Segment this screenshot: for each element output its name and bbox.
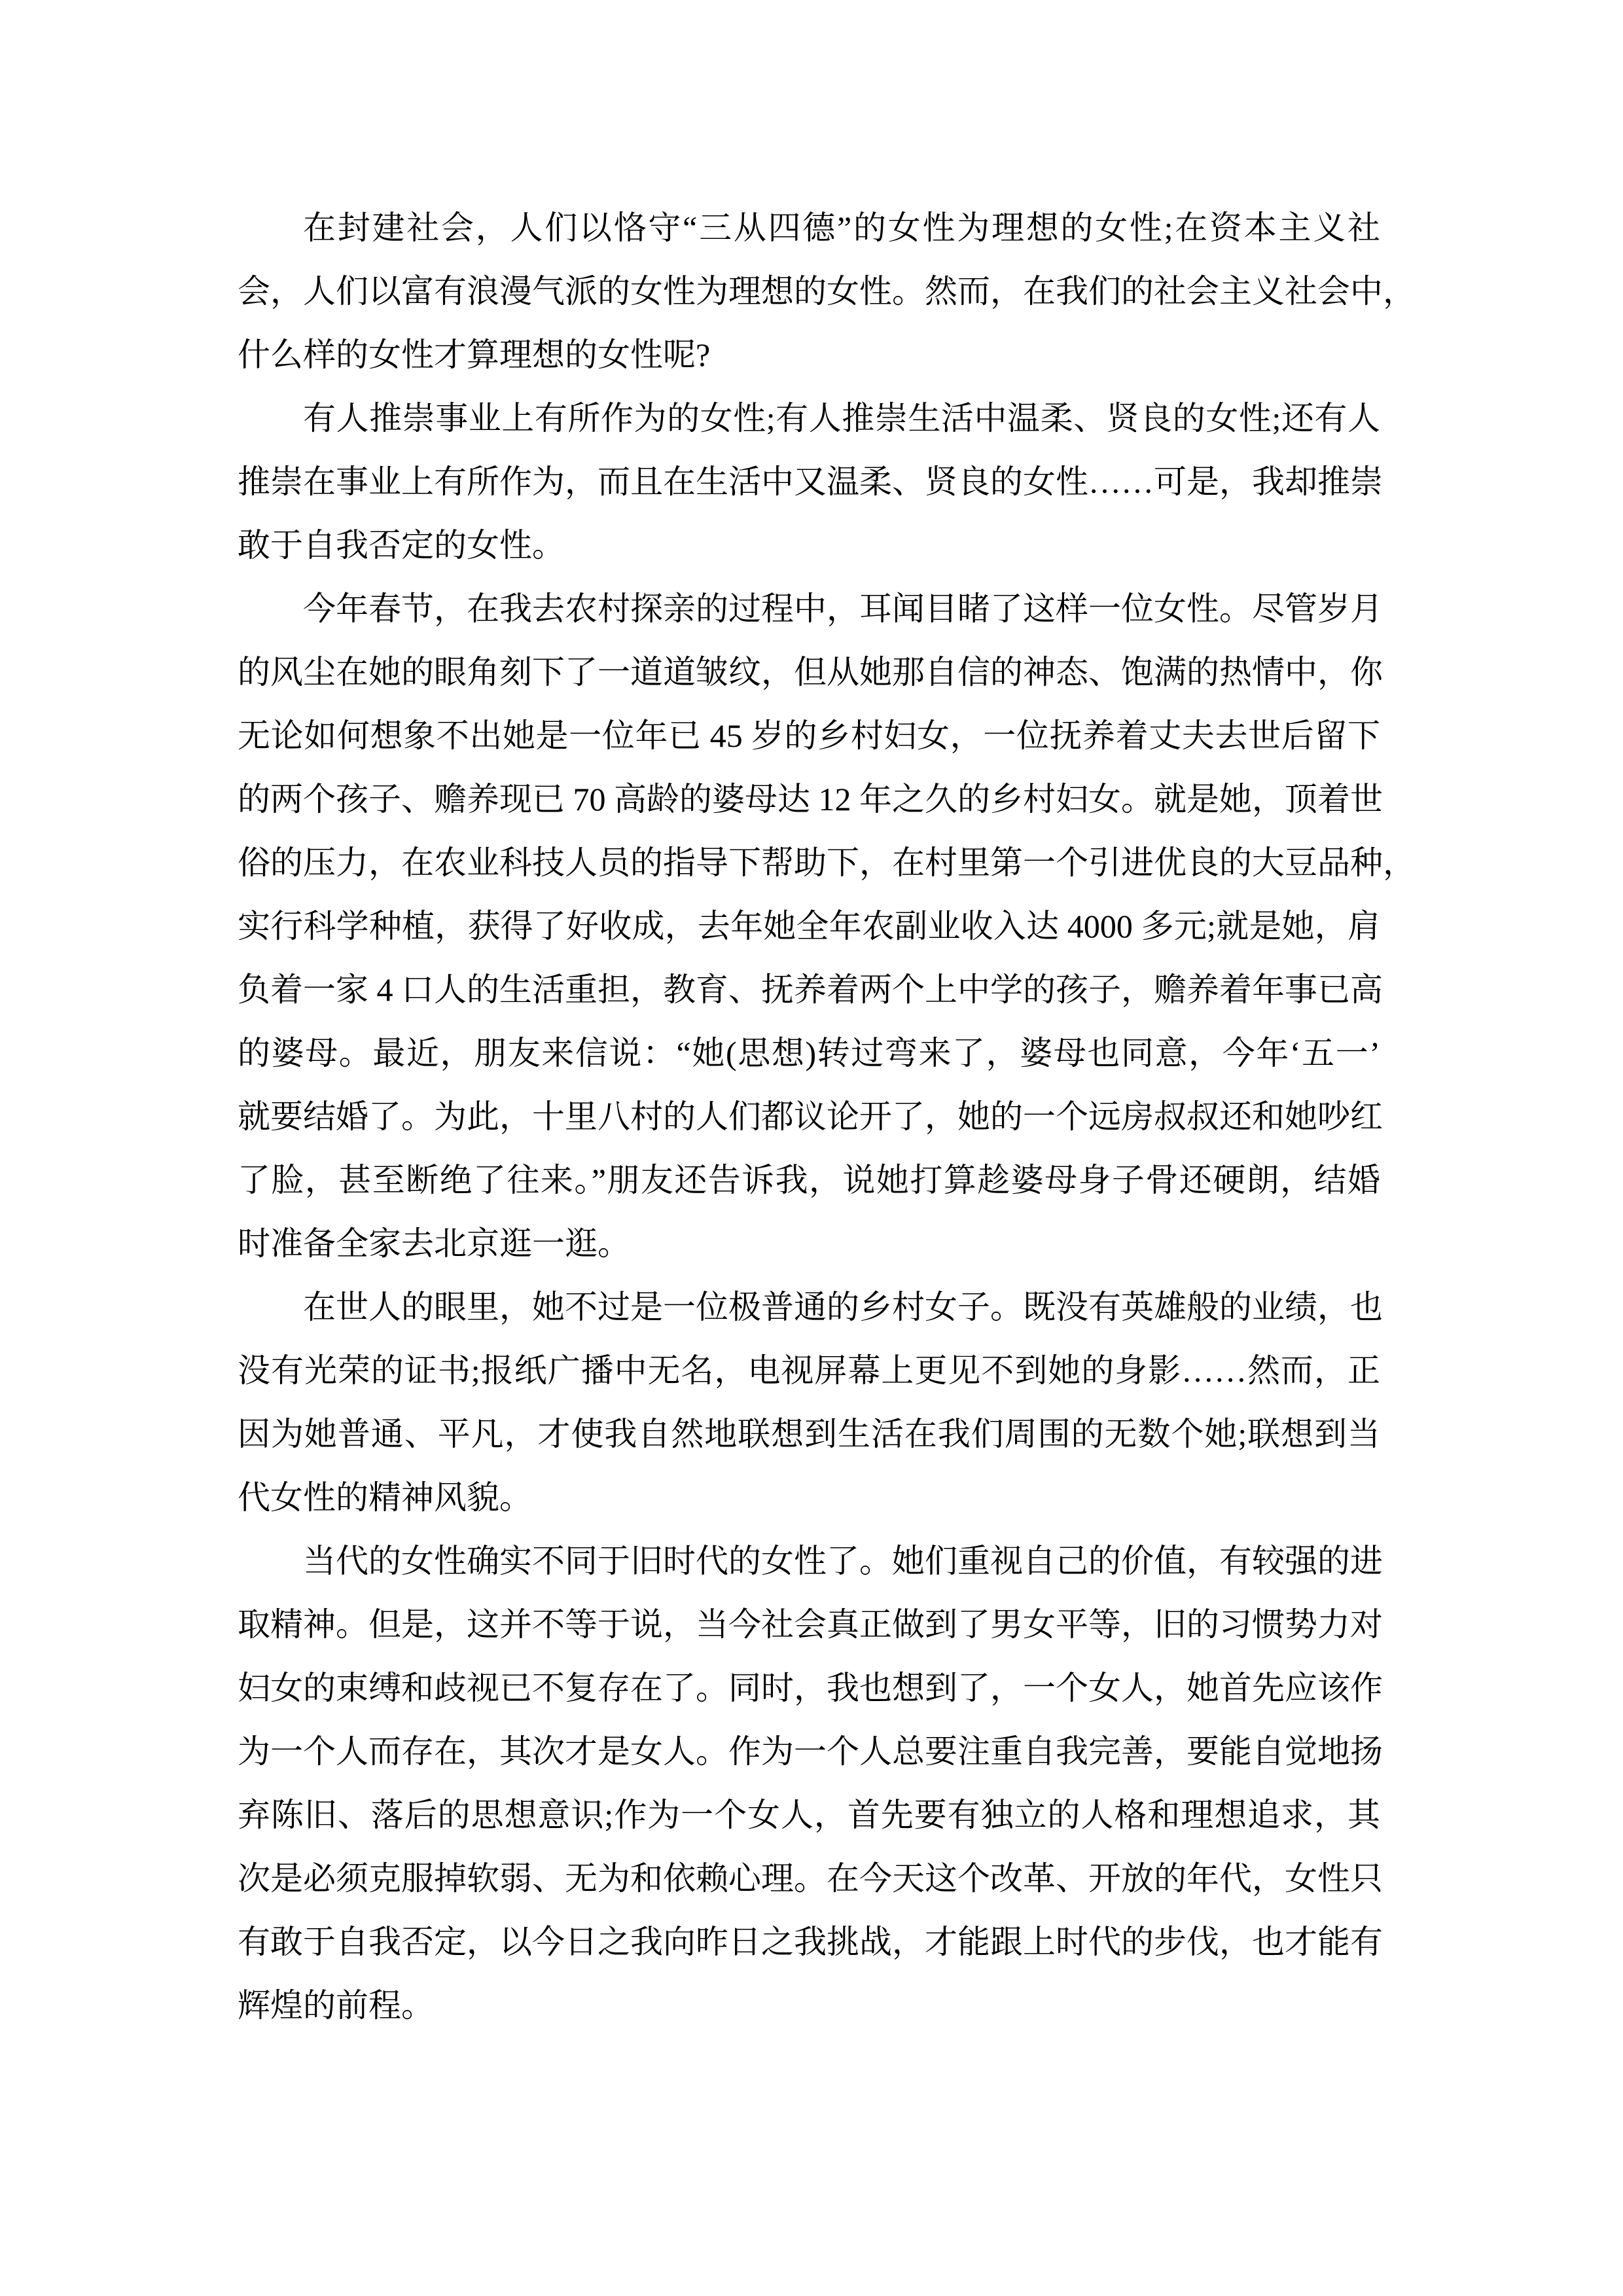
text-line: 的婆母。最近，朋友来信说：“她(思想)转过弯来了，婆母也同意，今年‘五一’ [238, 1035, 1380, 1071]
text-line: 有敢于自我否定，以今日之我向昨日之我挑战，才能跟上时代的步伐，也才能有 [238, 1924, 1383, 1960]
text-line: 次是必须克服掉软弱、无为和依赖心理。在今天这个改革、开放的年代，女性只 [238, 1860, 1383, 1897]
document-body [238, 196, 1416, 2037]
text-line: 无论如何想象不出她是一位年已 45 岁的乡村妇女，一位抚养着丈夫去世后留下 [238, 717, 1380, 754]
paragraph [238, 577, 1416, 1276]
text-line: 因为她普通、平凡，才使我自然地联想到生活在我们周围的无数个她;联想到当 [238, 1416, 1380, 1452]
paragraph [238, 1530, 1383, 2037]
text-line: 没有光荣的证书;报纸广播中无名，电视屏幕上更见不到她的身影……然而，正 [238, 1352, 1380, 1389]
text-line: 会，人们以富有浪漫气派的女性为理想的女性。然而，在我们的社会主义社会中， [238, 273, 1416, 310]
text-line: 了脸，甚至断绝了往来。”朋友还告诉我，说她打算趁婆母身子骨还硬朗，结婚 [238, 1162, 1380, 1198]
paragraph [238, 1276, 1383, 1530]
text-line: 今年春节，在我去农村探亲的过程中，耳闻目睹了这样一位女性。尽管岁月 [303, 590, 1383, 627]
text-line: 什么样的女性才算理想的女性呢? [238, 336, 711, 373]
text-line: 为一个人而存在，其次才是女人。作为一个人总要注重自我完善，要能自觉地扬 [238, 1733, 1383, 1770]
text-line: 取精神。但是，这并不等于说，当今社会真正做到了男女平等，旧的习惯势力对 [238, 1606, 1383, 1643]
paragraph [238, 196, 1416, 387]
text-line: 的两个孩子、赡养现已 70 高龄的婆母达 12 年之久的乡村妇女。就是她，顶着世 [238, 781, 1383, 817]
text-line: 辉煌的前程。 [238, 1987, 434, 2024]
text-line: 在封建社会，人们以恪守“三从四德”的女性为理想的女性;在资本主义社 [303, 209, 1380, 246]
text-line: 敢于自我否定的女性。 [238, 527, 565, 564]
text-line: 在世人的眼里，她不过是一位极普通的乡村女子。既没有英雄般的业绩，也 [303, 1289, 1383, 1325]
text-line: 有人推崇事业上有所作为的女性;有人推崇生活中温柔、贤良的女性;还有人 [303, 400, 1380, 437]
text-line: 推崇在事业上有所作为，而且在生活中又温柔、贤良的女性……可是，我却推崇 [238, 463, 1383, 500]
text-line: 妇女的束缚和歧视已不复存在了。同时，我也想到了，一个女人，她首先应该作 [238, 1670, 1383, 1706]
paragraph [238, 387, 1383, 577]
text-line: 当代的女性确实不同于旧时代的女性了。她们重视自己的价值，有较强的进 [303, 1543, 1383, 1579]
text-line: 代女性的精神风貌。 [238, 1479, 532, 1516]
text-line: 的风尘在她的眼角刻下了一道道皱纹，但从她那自信的神态、饱满的热情中，你 [238, 654, 1383, 691]
text-line: 时准备全家去北京逛一逛。 [238, 1225, 630, 1262]
text-line: 俗的压力，在农业科技人员的指导下帮助下，在村里第一个引进优良的大豆品种， [238, 844, 1416, 881]
text-line: 就要结婚了。为此，十里八村的人们都议论开了，她的一个远房叔叔还和她吵红 [238, 1098, 1383, 1135]
text-line: 实行科学种植，获得了好收成，去年她全年农副业收入达 4000 多元;就是她，肩 [238, 908, 1380, 944]
text-line: 弃陈旧、落后的思想意识;作为一个女人，首先要有独立的人格和理想追求，其 [238, 1797, 1380, 1833]
text-line: 负着一家 4 口人的生活重担，教育、抚养着两个上中学的孩子，赡养着年事已高 [238, 971, 1383, 1008]
